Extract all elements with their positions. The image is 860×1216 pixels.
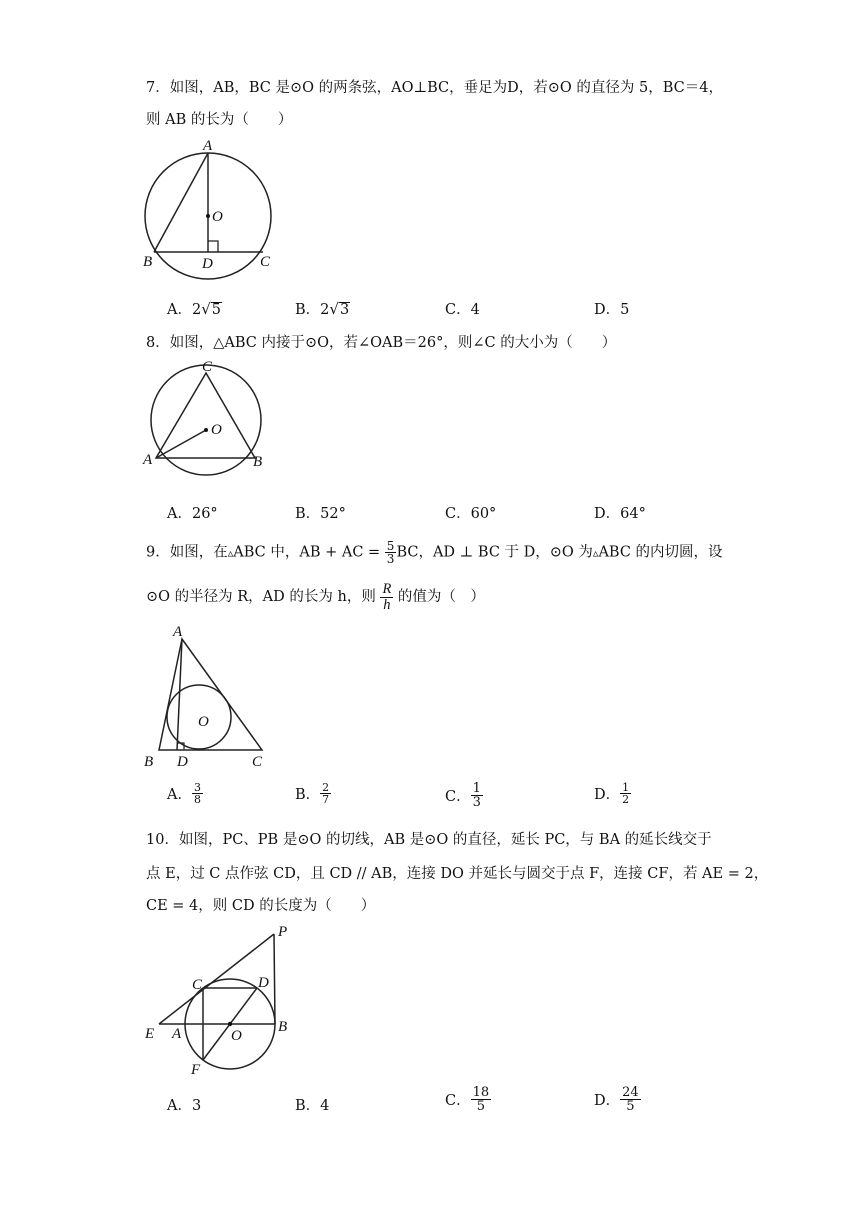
q10-text-line3: CE = 4，则 CD 的长度为（ ） (146, 898, 376, 914)
q10-label-b: B (278, 1019, 288, 1035)
q8-label-o: O (211, 422, 222, 438)
triangle-icon: ▵ (227, 546, 234, 560)
q10-options (0, 1086, 860, 1116)
q9-label-a: A (173, 624, 183, 640)
q10-option-c[interactable]: C． $\frac{18}{5}$ (445, 1085, 490, 1114)
q10-label-c: C (192, 977, 203, 993)
q10-option-b[interactable]: B．4 (295, 1098, 330, 1114)
q9-text-line2: ⊙O 的半径为 R，AD 的长为 h，则 $\frac{R}{h}$ 的值为（ ） (146, 581, 485, 613)
q9-label-d: D (177, 754, 188, 770)
q10-option-d[interactable]: D． $\frac{24}{5}$ (594, 1085, 639, 1114)
q7-option-b[interactable]: B．2√3 (295, 300, 350, 318)
q9-label-c: C (252, 754, 263, 770)
q7-label-o: O (212, 209, 223, 225)
q8-text-line1: 8．如图，△ABC 内接于⊙O，若∠OAB＝26°，则∠C 的大小为（ ） (146, 335, 617, 351)
q8-option-d[interactable]: D．64° (594, 506, 646, 522)
q9-option-b[interactable]: B． $\frac{2}{7}$ (295, 781, 330, 806)
q9-label-b: B (144, 754, 154, 770)
q9-option-d[interactable]: D． $\frac{1}{2}$ (594, 781, 630, 806)
q7-text-line1: 7．如图，AB，BC 是⊙O 的两条弦，AO⊥BC，垂足为D，若⊙O 的直径为 5，BC＝4， (146, 80, 723, 96)
q10-label-e: E (145, 1026, 155, 1042)
q8-option-c[interactable]: C．60° (445, 506, 497, 522)
q7-label-a: A (203, 138, 213, 154)
q10-label-f: F (191, 1062, 201, 1078)
q8-option-b[interactable]: B．52° (295, 506, 346, 522)
q10-label-p: P (278, 924, 288, 940)
q7-option-d[interactable]: D．5 (594, 302, 630, 318)
q10-label-o: O (231, 1028, 242, 1044)
q8-label-b: B (253, 454, 263, 470)
q7-label-b: B (143, 254, 153, 270)
q9-fraction-r-h: $\frac{R}{h}$ (382, 581, 392, 613)
q7-option-c[interactable]: C．4 (445, 302, 480, 318)
triangle-icon: ▵ (592, 546, 599, 560)
q10-text-line2: 点 E，过 C 点作弦 CD，且 CD // AB，连接 DO 并延长与圆交于点 F，连接 CF，若 AE = 2， (146, 866, 769, 882)
q8-label-a: A (143, 452, 153, 468)
q10-label-d: D (258, 975, 269, 991)
q10-text-line1: 10．如图，PC、PB 是⊙O 的切线，AB 是⊙O 的直径，延长 PC，与 BA 的延长线交于 (146, 832, 712, 848)
q7-label-d: D (202, 256, 213, 272)
q8-option-a[interactable]: A．26° (167, 506, 218, 522)
q7-label-c: C (260, 254, 271, 270)
q9-text-line1: 9．如图，在▵ABC 中，AB + AC = $\frac{5}{3}$ BC，AD ⊥ BC 于 D，⊙O 为▵ABC 的内切圆，设 (146, 539, 723, 566)
q7-text-line2: 则 AB 的长为（ ） (146, 112, 293, 128)
q10-option-a[interactable]: A．3 (167, 1098, 202, 1114)
q10-label-a: A (172, 1026, 182, 1042)
q9-option-a[interactable]: A． $\frac{3}{8}$ (167, 781, 201, 806)
q9-option-c[interactable]: C． $\frac{1}{3}$ (445, 781, 481, 810)
q8-label-c: C (202, 359, 213, 375)
q9-label-o: O (198, 714, 209, 730)
q7-option-a[interactable]: A．2√5 (167, 300, 222, 318)
q9-fraction-5-3: $\frac{5}{3}$ (386, 539, 395, 566)
